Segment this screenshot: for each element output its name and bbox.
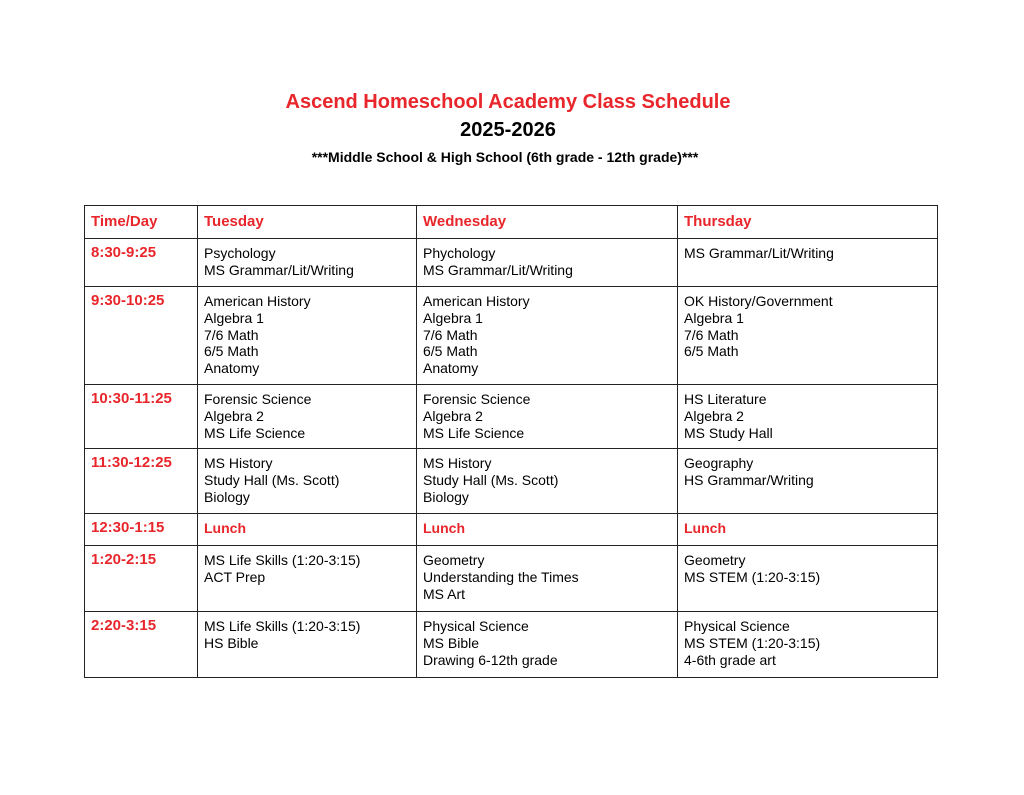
class-name: ACT Prep <box>204 568 266 585</box>
class-name: Algebra 1 <box>423 309 483 326</box>
tuesday-class-cell <box>198 546 417 612</box>
class-name: Drawing 6-12th grade <box>423 651 558 668</box>
column-header-thursday: Thursday <box>678 206 938 239</box>
class-name: MS Art <box>423 585 466 602</box>
thursday-class-cell <box>678 514 938 546</box>
lunch-label: Lunch <box>204 520 246 536</box>
class-name: American History <box>423 293 530 309</box>
lunch-label: Lunch <box>423 520 465 536</box>
class-name: Understanding the Times <box>423 568 579 585</box>
class-name: Psychology <box>204 245 276 261</box>
time-slot-cell: 2:20-3:15 <box>85 612 198 678</box>
class-name: MS Life Skills (1:20-3:15) <box>204 552 361 568</box>
class-name: 7/6 Math <box>423 326 478 343</box>
class-name: MS Study Hall <box>684 424 773 441</box>
table-row <box>85 287 938 385</box>
class-name: Physical Science <box>684 618 790 634</box>
class-name: Algebra 2 <box>204 407 264 424</box>
time-slot-cell: 9:30-10:25 <box>85 287 198 385</box>
class-name: Geography <box>684 455 754 471</box>
table-row <box>85 546 938 612</box>
lunch-label: Lunch <box>684 520 726 536</box>
class-name: Algebra 2 <box>423 407 483 424</box>
class-name: 4-6th grade art <box>684 651 776 668</box>
class-name: MS Grammar/Lit/Writing <box>684 245 834 261</box>
class-name: 6/5 Math <box>684 343 739 360</box>
class-name: American History <box>204 293 311 309</box>
class-name: MS Life Skills (1:20-3:15) <box>204 618 361 634</box>
class-name: MS Bible <box>423 634 480 651</box>
thursday-class-cell <box>678 449 938 514</box>
class-name: MS Life Science <box>423 424 525 441</box>
class-name: Algebra 1 <box>204 309 264 326</box>
class-name: Forensic Science <box>423 391 531 407</box>
document-header <box>0 88 1024 168</box>
grade-range-subtitle: ***Middle School & High School (6th grade - 12th grade)*** <box>311 149 699 165</box>
table-row <box>85 449 938 514</box>
class-name: 6/5 Math <box>204 343 259 360</box>
class-name: MS History <box>204 455 273 471</box>
class-name: Study Hall (Ms. Scott) <box>423 471 559 488</box>
class-name: 7/6 Math <box>204 326 259 343</box>
column-header-time-day: Time/Day <box>85 206 198 239</box>
tuesday-class-cell <box>198 239 417 287</box>
tuesday-class-cell <box>198 385 417 449</box>
time-slot-cell: 1:20-2:15 <box>85 546 198 612</box>
wednesday-class-cell <box>417 287 678 385</box>
wednesday-class-cell <box>417 546 678 612</box>
wednesday-class-cell <box>417 385 678 449</box>
class-name: HS Literature <box>684 391 767 407</box>
class-name: MS Grammar/Lit/Writing <box>204 261 354 278</box>
class-name: Geometry <box>423 552 485 568</box>
table-row <box>85 239 938 287</box>
time-slot-cell: 8:30-9:25 <box>85 239 198 287</box>
table-row <box>85 612 938 678</box>
wednesday-class-cell <box>417 612 678 678</box>
class-name: 7/6 Math <box>684 326 739 343</box>
tuesday-class-cell <box>198 449 417 514</box>
class-name: Study Hall (Ms. Scott) <box>204 471 340 488</box>
class-name: MS History <box>423 455 492 471</box>
thursday-class-cell <box>678 546 938 612</box>
thursday-class-cell <box>678 239 938 287</box>
class-name: MS Life Science <box>204 424 306 441</box>
class-name: Geometry <box>684 552 746 568</box>
table-row <box>85 514 938 546</box>
class-name: Anatomy <box>423 360 479 377</box>
time-slot-cell: 12:30-1:15 <box>85 514 198 546</box>
tuesday-class-cell <box>198 514 417 546</box>
class-name: Biology <box>204 488 250 505</box>
column-header-tuesday: Tuesday <box>198 206 417 239</box>
wednesday-class-cell <box>417 239 678 287</box>
class-name: Phychology <box>423 245 496 261</box>
class-name: Anatomy <box>204 360 260 377</box>
wednesday-class-cell <box>417 514 678 546</box>
document-title: Ascend Homeschool Academy Class Schedule <box>285 91 731 113</box>
class-name: Physical Science <box>423 618 529 634</box>
time-slot-cell: 10:30-11:25 <box>85 385 198 449</box>
class-schedule-table <box>84 205 938 678</box>
class-name: HS Grammar/Writing <box>684 471 814 488</box>
school-year: 2025-2026 <box>460 119 556 141</box>
column-header-wednesday: Wednesday <box>417 206 678 239</box>
tuesday-class-cell <box>198 612 417 678</box>
wednesday-class-cell <box>417 449 678 514</box>
class-name: Forensic Science <box>204 391 312 407</box>
class-name: MS STEM (1:20-3:15) <box>684 634 821 651</box>
class-name: MS Grammar/Lit/Writing <box>423 261 573 278</box>
class-name: OK History/Government <box>684 293 833 309</box>
time-slot-cell: 11:30-12:25 <box>85 449 198 514</box>
thursday-class-cell <box>678 287 938 385</box>
class-name: Algebra 1 <box>684 309 744 326</box>
thursday-class-cell <box>678 385 938 449</box>
table-row <box>85 385 938 449</box>
table-header-row <box>85 206 938 239</box>
class-name: Biology <box>423 488 469 505</box>
class-name: HS Bible <box>204 634 259 651</box>
class-name: MS STEM (1:20-3:15) <box>684 568 821 585</box>
thursday-class-cell <box>678 612 938 678</box>
class-name: Algebra 2 <box>684 407 744 424</box>
schedule-body <box>85 239 938 678</box>
tuesday-class-cell <box>198 287 417 385</box>
class-name: 6/5 Math <box>423 343 478 360</box>
